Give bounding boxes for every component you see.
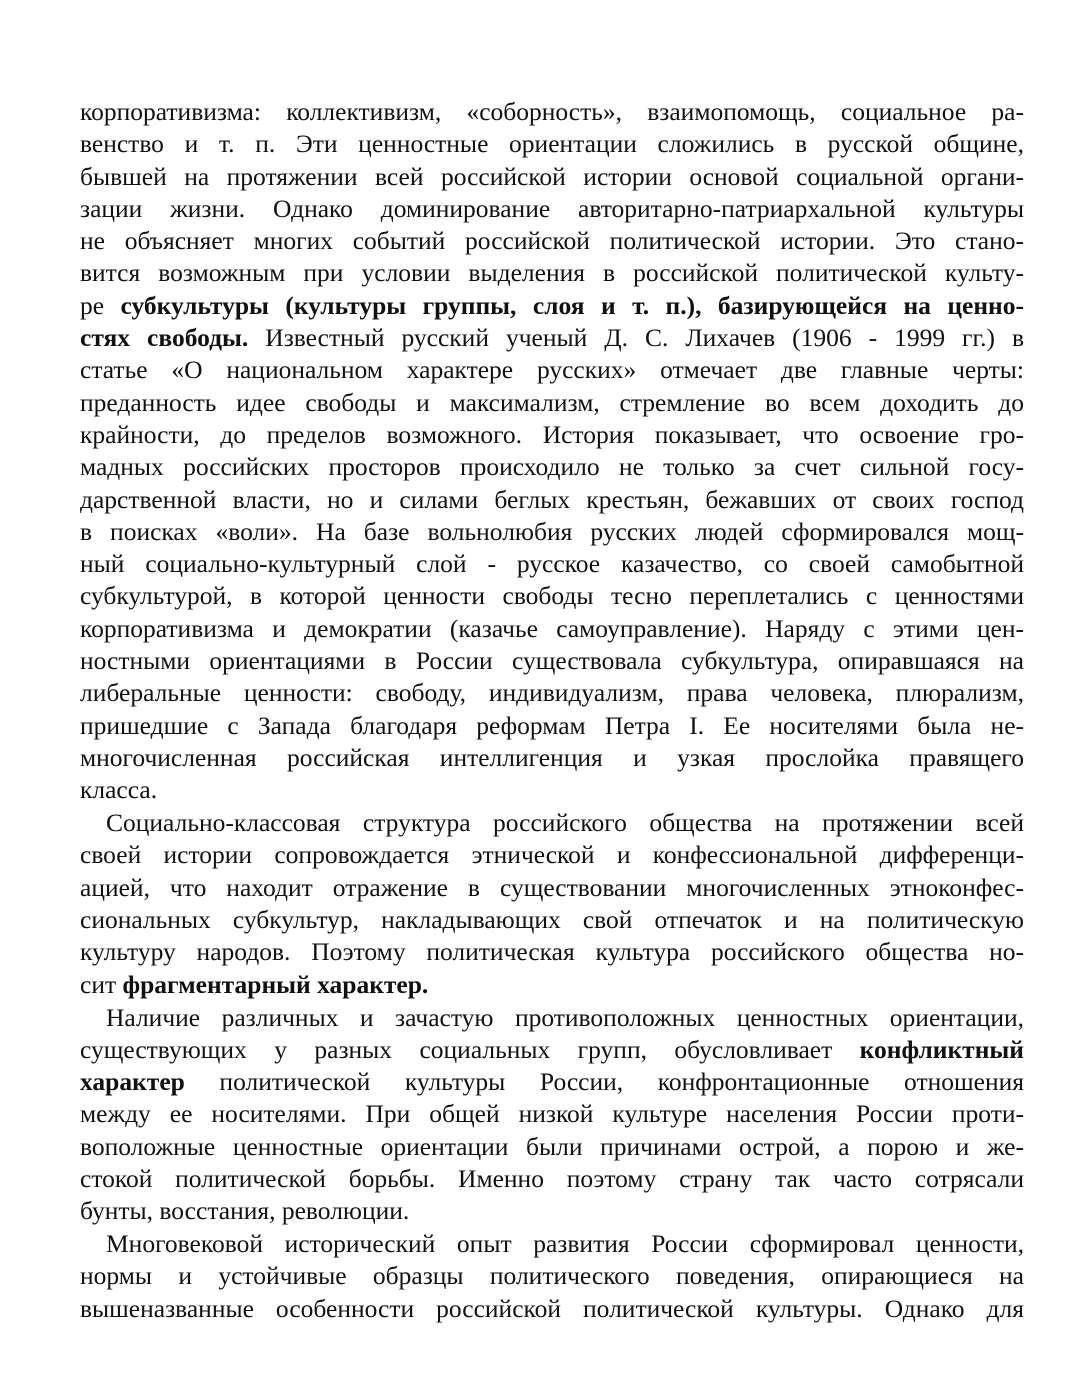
text-line: [80, 645, 1024, 677]
text-line: [80, 290, 1024, 322]
text-run: венство и т. п. Эти ценностные ориентации сложились в русской общине,: [80, 129, 1024, 159]
text-run: статье «О национальном характере русских» отмечает две главные черты:: [80, 355, 1024, 385]
text-run: пришедшие с Запада благодаря реформам Петра I. Ее носителями была не-: [80, 710, 1024, 740]
text-run: воположные ценностные ориентации были причинами острой, а порою и же-: [80, 1131, 1024, 1161]
text-line: [80, 1098, 1024, 1130]
text-run: корпоративизма и демократии (казачье самоуправление). Наряду с этими цен-: [80, 613, 1024, 643]
text-line: [80, 613, 1024, 645]
text-line: [80, 1228, 1024, 1260]
bold-term: субкультуры (культуры группы, слоя и т. п.), базирующейся на ценно-: [120, 290, 1024, 320]
text-line: [80, 1034, 1024, 1066]
text-run: вышеназванные особенности российской политической культуры. Однако для: [80, 1293, 1024, 1323]
text-run: своей истории сопровождается этнической и конфессиональной дифференци-: [80, 840, 1024, 870]
text-line: [80, 1066, 1024, 1098]
text-line: [80, 257, 1024, 289]
text-run: ре: [80, 290, 121, 320]
text-line: [80, 677, 1024, 709]
text-run: класса.: [80, 775, 158, 805]
text-run: зации жизни. Однако доминирование авторитарно-патриархальной культуры: [80, 193, 1024, 223]
text-run: не объясняет многих событий российской политической истории. Это стано-: [80, 226, 1024, 256]
text-line: [80, 322, 1024, 354]
text-line: [80, 936, 1024, 968]
text-run: преданность идее свободы и максимализм, стремление во всем доходить до: [80, 387, 1024, 417]
text-line: [80, 580, 1024, 612]
text-line: [80, 1260, 1024, 1292]
text-line: [80, 419, 1024, 451]
bold-term: характер: [80, 1067, 185, 1097]
text-run: бывшей на протяжении всей российской истории основой социальной органи-: [80, 161, 1024, 191]
text-line: [80, 1163, 1024, 1195]
text-run: ный социально-культурный слой - русское казачество, со своей самобытной: [80, 549, 1024, 579]
text-run: Наличие различных и зачастую противоположных ценностных ориентации,: [106, 1002, 1024, 1032]
text-run: ностными ориентациями в России существовала субкультура, опиравшаяся на: [80, 646, 1024, 676]
text-run: корпоративизма: коллективизм, «соборность», взаимопомощь, социальное ра-: [80, 97, 1024, 126]
text-line: [80, 128, 1024, 160]
text-run: стокой политической борьбы. Именно поэтому страну так часто сотрясали: [80, 1163, 1024, 1193]
text-line: [80, 839, 1024, 871]
text-line: [80, 96, 1024, 128]
text-run: дарственной власти, но и силами беглых крестьян, бежавших от своих господ: [80, 484, 1024, 514]
text-run: бунты, восстания, революции.: [80, 1196, 410, 1226]
text-run: культуру народов. Поэтому политическая культура российского общества но-: [80, 937, 1024, 967]
text-line: [80, 774, 1024, 806]
text-line: [80, 807, 1024, 839]
text-run: субкультурой, в которой ценности свободы тесно переплетались с ценностями: [80, 581, 1024, 611]
text-run: в поисках «воли». На базе вольнолюбия русских людей сформировался мощ-: [80, 516, 1024, 546]
text-run: существующих у разных социальных групп, обусловливает: [80, 1034, 860, 1064]
text-run: Социально-классовая структура российского общества на протяжении всей: [106, 808, 1024, 838]
text-run: Многовековой исторический опыт развития России сформировал ценности,: [106, 1229, 1024, 1259]
paragraph-2: [80, 807, 1024, 1001]
text-line: [80, 516, 1024, 548]
document-page: [80, 96, 1024, 1325]
text-line: [80, 484, 1024, 516]
bold-term: фрагментарный характер.: [122, 969, 429, 999]
text-run: многочисленная российская интеллигенция и узкая прослойка правящего: [80, 742, 1024, 772]
paragraph-1: [80, 96, 1024, 807]
text-run: ацией, что находит отражение в существовании многочисленных этноконфес-: [80, 872, 1024, 902]
text-line: [80, 193, 1024, 225]
text-line: [80, 1195, 1024, 1227]
text-run: нормы и устойчивые образцы политического поведения, опирающиеся на: [80, 1261, 1024, 1291]
paragraph-3: [80, 1002, 1024, 1228]
text-line: [80, 451, 1024, 483]
text-line: [80, 904, 1024, 936]
text-run: либеральные ценности: свободу, индивидуализм, права человека, плюрализм,: [80, 678, 1024, 708]
text-run: крайности, до пределов возможного. История показывает, что освоение гро-: [80, 419, 1024, 449]
text-run: мадных российских просторов происходило не только за счет сильной госу-: [80, 452, 1024, 482]
text-line: [80, 1002, 1024, 1034]
text-line: [80, 1131, 1024, 1163]
bold-term: стях свободы.: [80, 323, 249, 353]
text-run: между ее носителями. При общей низкой культуре населения России проти-: [80, 1099, 1024, 1129]
text-run: Известный русский ученый Д. С. Лихачев (1906 - 1999 гг.) в: [248, 323, 1024, 353]
text-line: [80, 354, 1024, 386]
text-line: [80, 742, 1024, 774]
text-line: [80, 225, 1024, 257]
text-run: сит: [80, 969, 123, 999]
bold-term: конфликтный: [859, 1034, 1024, 1064]
text-run: политической культуры России, конфронтационные отношения: [184, 1067, 1024, 1097]
text-line: [80, 872, 1024, 904]
text-line: [80, 161, 1024, 193]
text-line: [80, 710, 1024, 742]
text-line: [80, 969, 1024, 1001]
text-line: [80, 548, 1024, 580]
paragraph-4: [80, 1228, 1024, 1325]
text-line: [80, 1293, 1024, 1325]
text-line: [80, 387, 1024, 419]
text-run: сиональных субкультур, накладывающих свой отпечаток и на политическую: [80, 905, 1024, 935]
text-run: вится возможным при условии выделения в российской политической культу-: [80, 258, 1024, 288]
